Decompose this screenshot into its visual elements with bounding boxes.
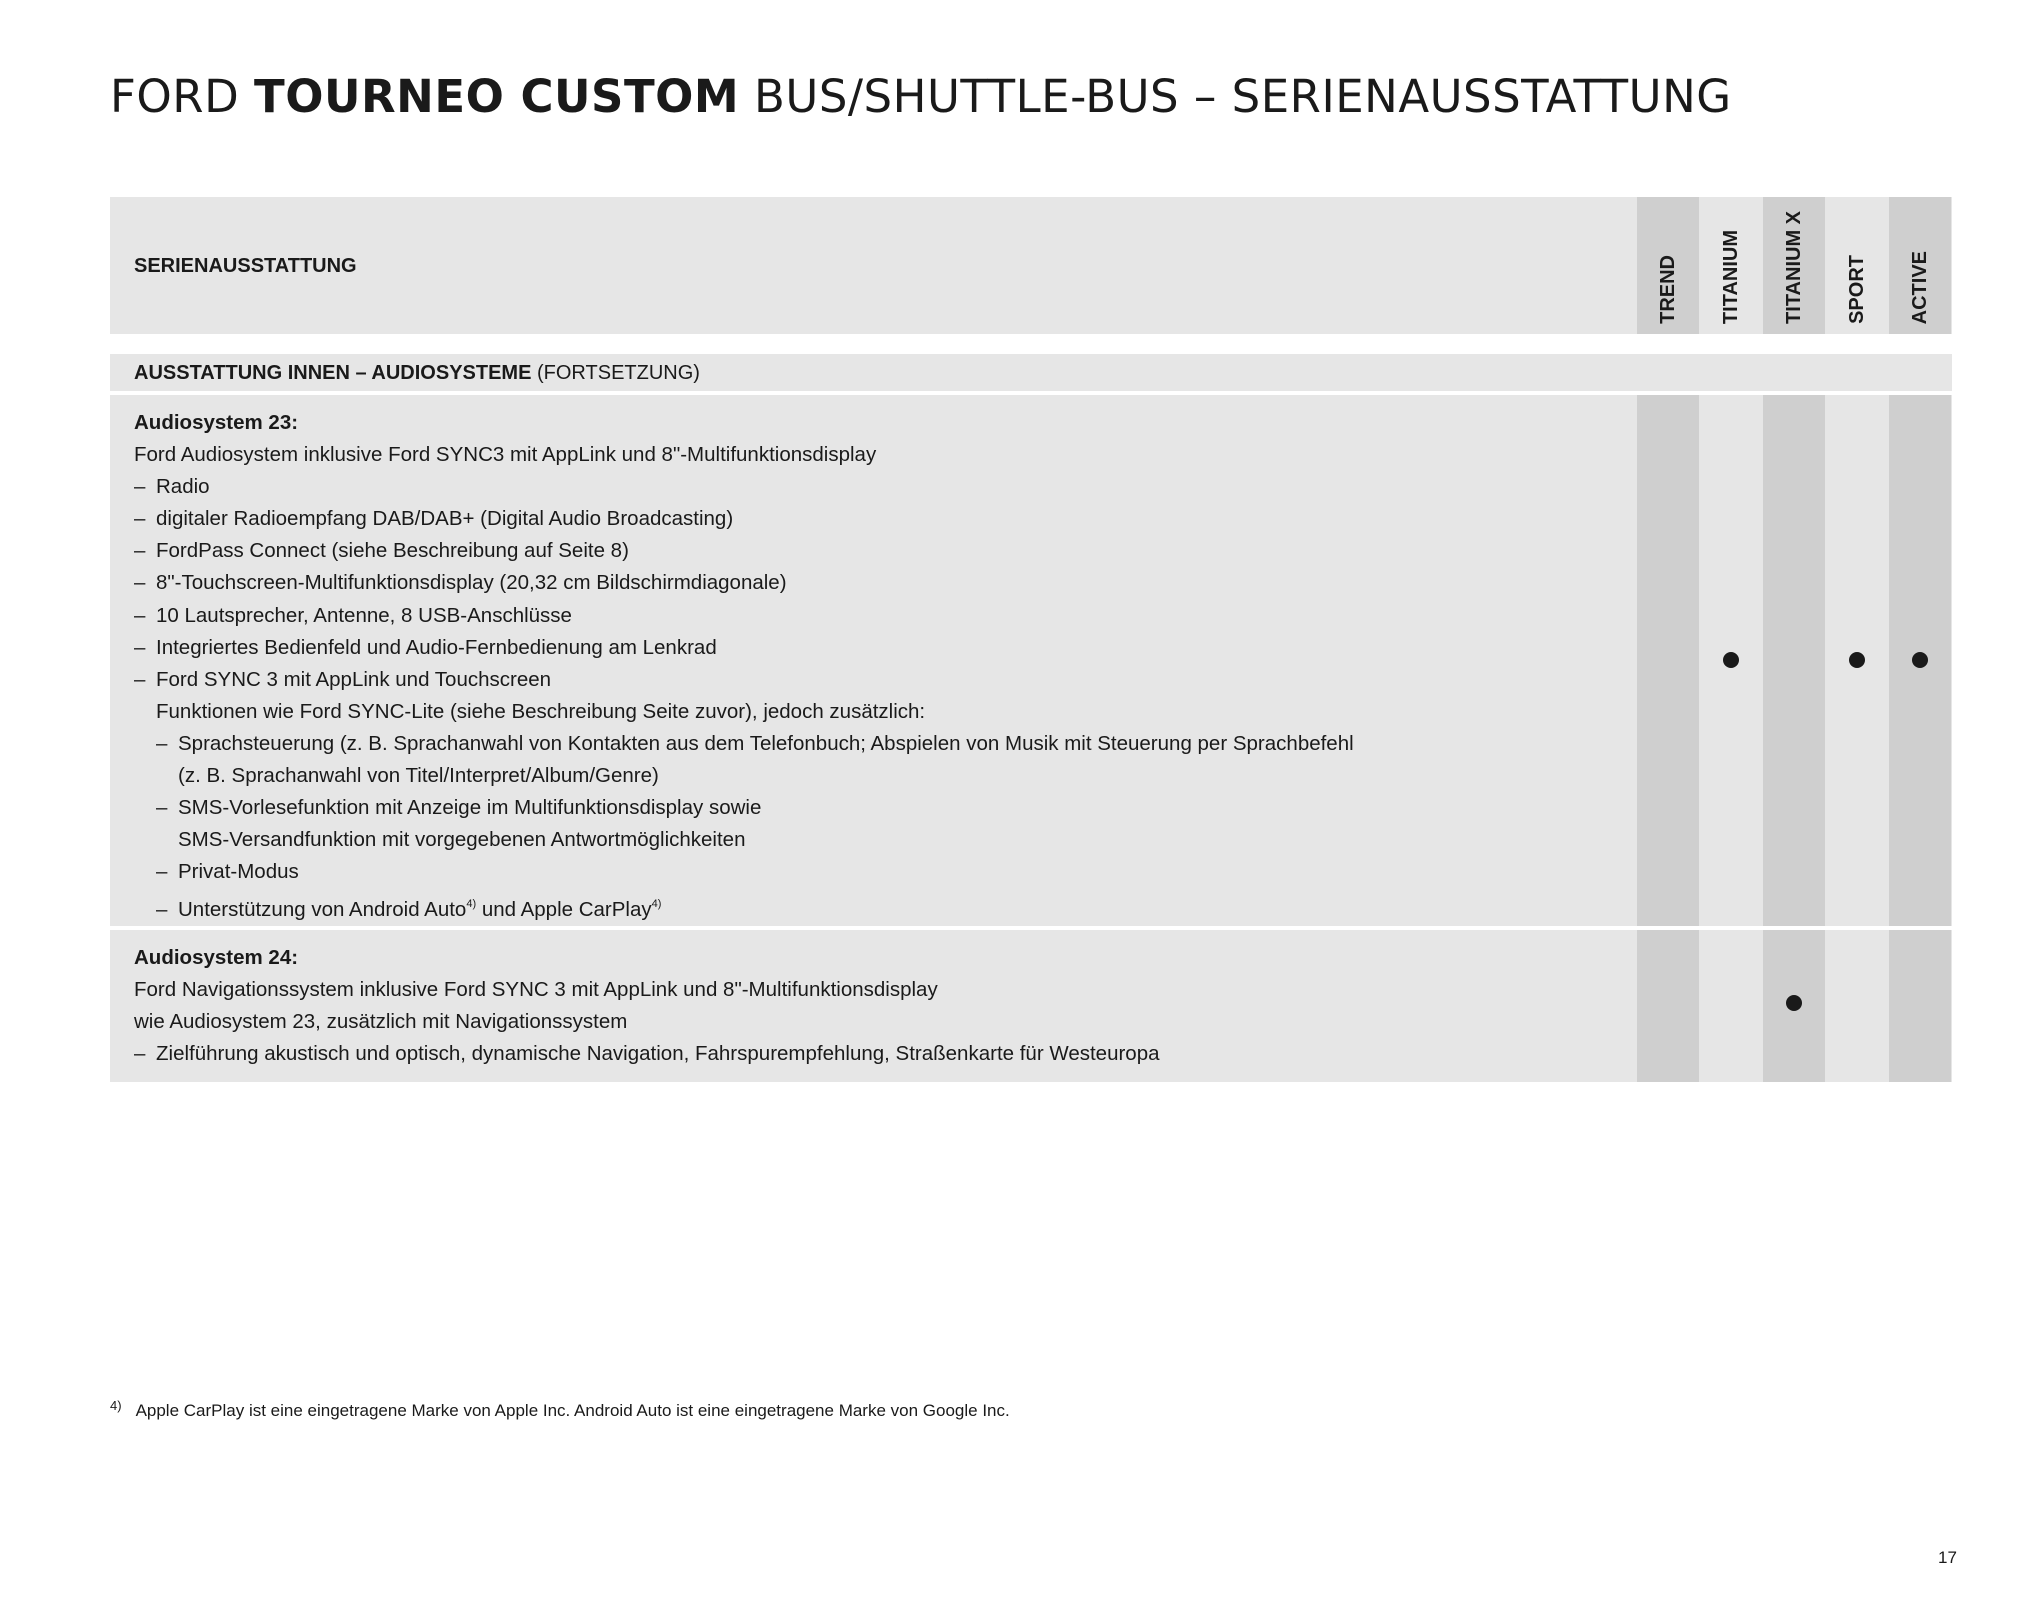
- section-header-note: (FORTSETZUNG): [531, 362, 700, 384]
- footnote-ref: 4): [466, 898, 477, 911]
- dash-bullet: –: [156, 796, 168, 820]
- row-line: Funktionen wie Ford SYNC-Lite (siehe Beschreibung Seite zuvor), jedoch zusätzlich:: [156, 699, 926, 723]
- row-heading: Audiosystem 24:: [134, 946, 299, 969]
- cell-titanium-x: [1763, 395, 1825, 926]
- dash-bullet: –: [134, 667, 146, 691]
- dash-bullet: –: [134, 571, 146, 595]
- cell-titanium-x: [1763, 930, 1825, 1082]
- cell-sport: [1826, 395, 1888, 926]
- column-header-titanium: [1700, 197, 1762, 334]
- row-line: Ford Navigationssystem inklusive Ford SYNC 3 mit AppLink und 8"-Multifunktionsdisplay: [134, 978, 938, 1002]
- row-line: Unterstützung von Android Auto: [178, 898, 467, 922]
- footnote-text: Apple CarPlay ist eine eingetragene Marke von Apple Inc. Android Auto ist eine eingetragene Marke von Google Inc.: [135, 1401, 1010, 1420]
- row-line: Ford SYNC 3 mit AppLink und Touchscreen: [156, 667, 552, 691]
- column-label-titanium-x: TITANIUM X: [1782, 211, 1805, 324]
- page-title: [110, 70, 1732, 123]
- dash-bullet: –: [134, 539, 146, 563]
- cell-titanium: [1700, 930, 1762, 1082]
- row-line: wie Audiosystem 23, zusätzlich mit Navigationssystem: [134, 1010, 628, 1034]
- row-line: Sprachsteuerung (z. B. Sprachanwahl von Kontakten aus dem Telefonbuch; Abspielen von Musik mit Steuerung per Sprachbefehl: [178, 731, 1354, 755]
- row-line: Radio: [156, 475, 210, 499]
- footnote-ref: 4): [651, 898, 662, 911]
- cell-active: [1889, 395, 1951, 926]
- standard-dot-icon: [1723, 652, 1739, 668]
- row-line: und Apple CarPlay: [481, 898, 652, 922]
- column-label-sport: SPORT: [1845, 255, 1868, 324]
- row-line: SMS-Vorlesefunktion mit Anzeige im Multifunktionsdisplay sowie: [178, 796, 762, 820]
- row-line: FordPass Connect (siehe Beschreibung auf Seite 8): [156, 539, 629, 563]
- section-header-bold: AUSSTATTUNG INNEN – AUDIOSYSTEME: [134, 362, 532, 384]
- column-header-trend: [1637, 197, 1699, 334]
- dash-bullet: –: [156, 898, 168, 922]
- dash-bullet: –: [134, 507, 146, 531]
- row-line: SMS-Versandfunktion mit vorgegebenen Antwortmöglichkeiten: [178, 828, 746, 852]
- standard-dot-icon: [1786, 995, 1802, 1011]
- footnote-mark: 4): [110, 1398, 122, 1413]
- page-number: 17: [1938, 1548, 1957, 1567]
- column-header-sport: [1826, 197, 1888, 334]
- row-heading: Audiosystem 23:: [134, 411, 299, 434]
- row-line: Zielführung akustisch und optisch, dynamische Navigation, Fahrspurempfehlung, Straßenkarte für Westeuropa: [156, 1042, 1160, 1066]
- section-header-label: [134, 362, 700, 385]
- section-header-row: [110, 354, 1952, 391]
- cell-titanium: [1700, 395, 1762, 926]
- dash-bullet: –: [156, 860, 168, 884]
- column-label-active: ACTIVE: [1908, 250, 1931, 324]
- row-line: Privat-Modus: [178, 860, 299, 884]
- title-prefix: FORD: [110, 70, 255, 123]
- row-line: Integriertes Bedienfeld und Audio-Fernbedienung am Lenkrad: [156, 635, 717, 659]
- row-line: 8"-Touchscreen-Multifunktionsdisplay (20,32 cm Bildschirmdiagonale): [156, 571, 787, 595]
- dash-bullet: –: [134, 475, 146, 499]
- row-description: [134, 407, 1634, 927]
- cell-trend: [1637, 395, 1699, 926]
- dash-bullet: –: [134, 1042, 146, 1066]
- table-header-label: SERIENAUSSTATTUNG: [134, 255, 357, 277]
- cell-trend: [1637, 930, 1699, 1082]
- column-label-titanium: TITANIUM: [1719, 229, 1742, 324]
- column-header-titanium-x: [1763, 197, 1825, 334]
- row-line: (z. B. Sprachanwahl von Titel/Interpret/Album/Genre): [178, 764, 659, 788]
- cell-sport: [1826, 930, 1888, 1082]
- column-label-trend: TREND: [1656, 255, 1679, 324]
- footnote: [110, 1398, 1010, 1421]
- dash-bullet: –: [156, 731, 168, 755]
- row-line: digitaler Radioempfang DAB/DAB+ (Digital Audio Broadcasting): [156, 507, 734, 531]
- standard-dot-icon: [1849, 652, 1865, 668]
- dash-bullet: –: [134, 603, 146, 627]
- title-model: TOURNEO CUSTOM: [254, 70, 740, 123]
- standard-dot-icon: [1912, 652, 1928, 668]
- row-line: 10 Lautsprecher, Antenne, 8 USB-Anschlüsse: [156, 603, 572, 627]
- column-header-active: [1889, 197, 1951, 334]
- title-suffix: BUS/SHUTTLE-BUS – SERIENAUSSTATTUNG: [739, 70, 1732, 123]
- row-line: Ford Audiosystem inklusive Ford SYNC3 mit AppLink und 8"-Multifunktionsdisplay: [134, 443, 877, 467]
- dash-bullet: –: [134, 635, 146, 659]
- cell-active: [1889, 930, 1951, 1082]
- row-description: [134, 942, 1634, 1070]
